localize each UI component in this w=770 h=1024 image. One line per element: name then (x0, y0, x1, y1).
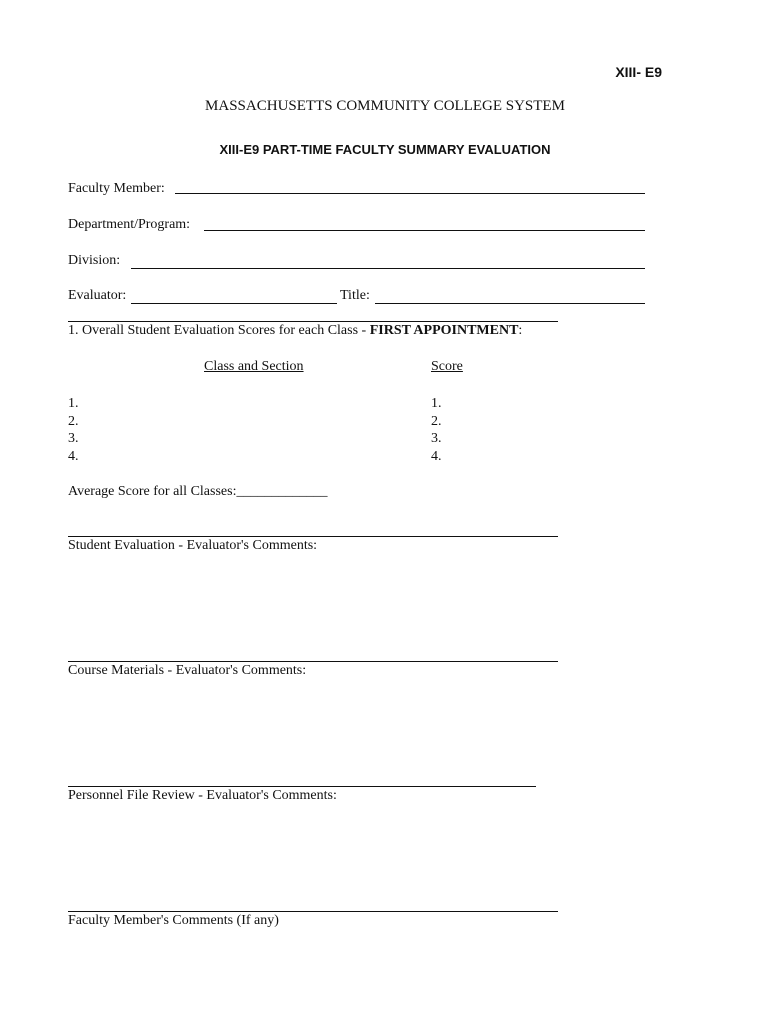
faculty-member-label: Faculty Member: (68, 181, 165, 196)
average-score-label: Average Score for all Classes:_____________ (68, 484, 328, 499)
column-header-score: Score (431, 359, 463, 374)
form-title: XIII-E9 PART-TIME FACULTY SUMMARY EVALUATION (219, 142, 551, 157)
class-row-3: 3. (68, 431, 79, 446)
student-evaluation-comments-label: Student Evaluation - Evaluator's Comments: (68, 538, 318, 553)
title-field[interactable] (375, 303, 645, 304)
faculty-comments-divider (68, 911, 558, 912)
student-evaluation-divider (68, 536, 558, 537)
class-row-4: 4. (68, 448, 79, 464)
form-code: XIII- E9 (615, 64, 662, 80)
department-label: Department/Program: (68, 217, 191, 232)
faculty-member-field[interactable] (175, 193, 645, 194)
divider (68, 321, 558, 322)
course-materials-divider (68, 661, 558, 662)
score-row-2: 2. (431, 413, 442, 429)
score-row-1: 1. (431, 396, 442, 411)
faculty-member-comments-label: Faculty Member's Comments (If any) (68, 913, 279, 928)
class-row-2: 2. (68, 413, 79, 429)
division-label: Division: (68, 253, 121, 268)
section1-heading: 1. Overall Student Evaluation Scores for each Class - FIRST APPOINTMENT: (68, 323, 523, 338)
score-row-3: 3. (431, 431, 442, 446)
system-title: MASSACHUSETTS COMMUNITY COLLEGE SYSTEM (205, 98, 565, 114)
division-field[interactable] (131, 268, 645, 269)
class-row-1: 1. (68, 396, 79, 411)
course-materials-comments-label: Course Materials - Evaluator's Comments: (68, 663, 307, 678)
department-field[interactable] (204, 230, 645, 231)
evaluator-field[interactable] (131, 303, 337, 304)
score-row-4: 4. (431, 448, 442, 464)
personnel-file-comments-label: Personnel File Review - Evaluator's Comments: (68, 788, 337, 803)
section1-heading-bold: FIRST APPOINTMENT (369, 323, 519, 338)
evaluator-label: Evaluator: (68, 288, 127, 303)
personnel-file-divider (68, 786, 536, 787)
title-label: Title: (340, 288, 370, 303)
column-header-class: Class and Section (204, 359, 304, 374)
